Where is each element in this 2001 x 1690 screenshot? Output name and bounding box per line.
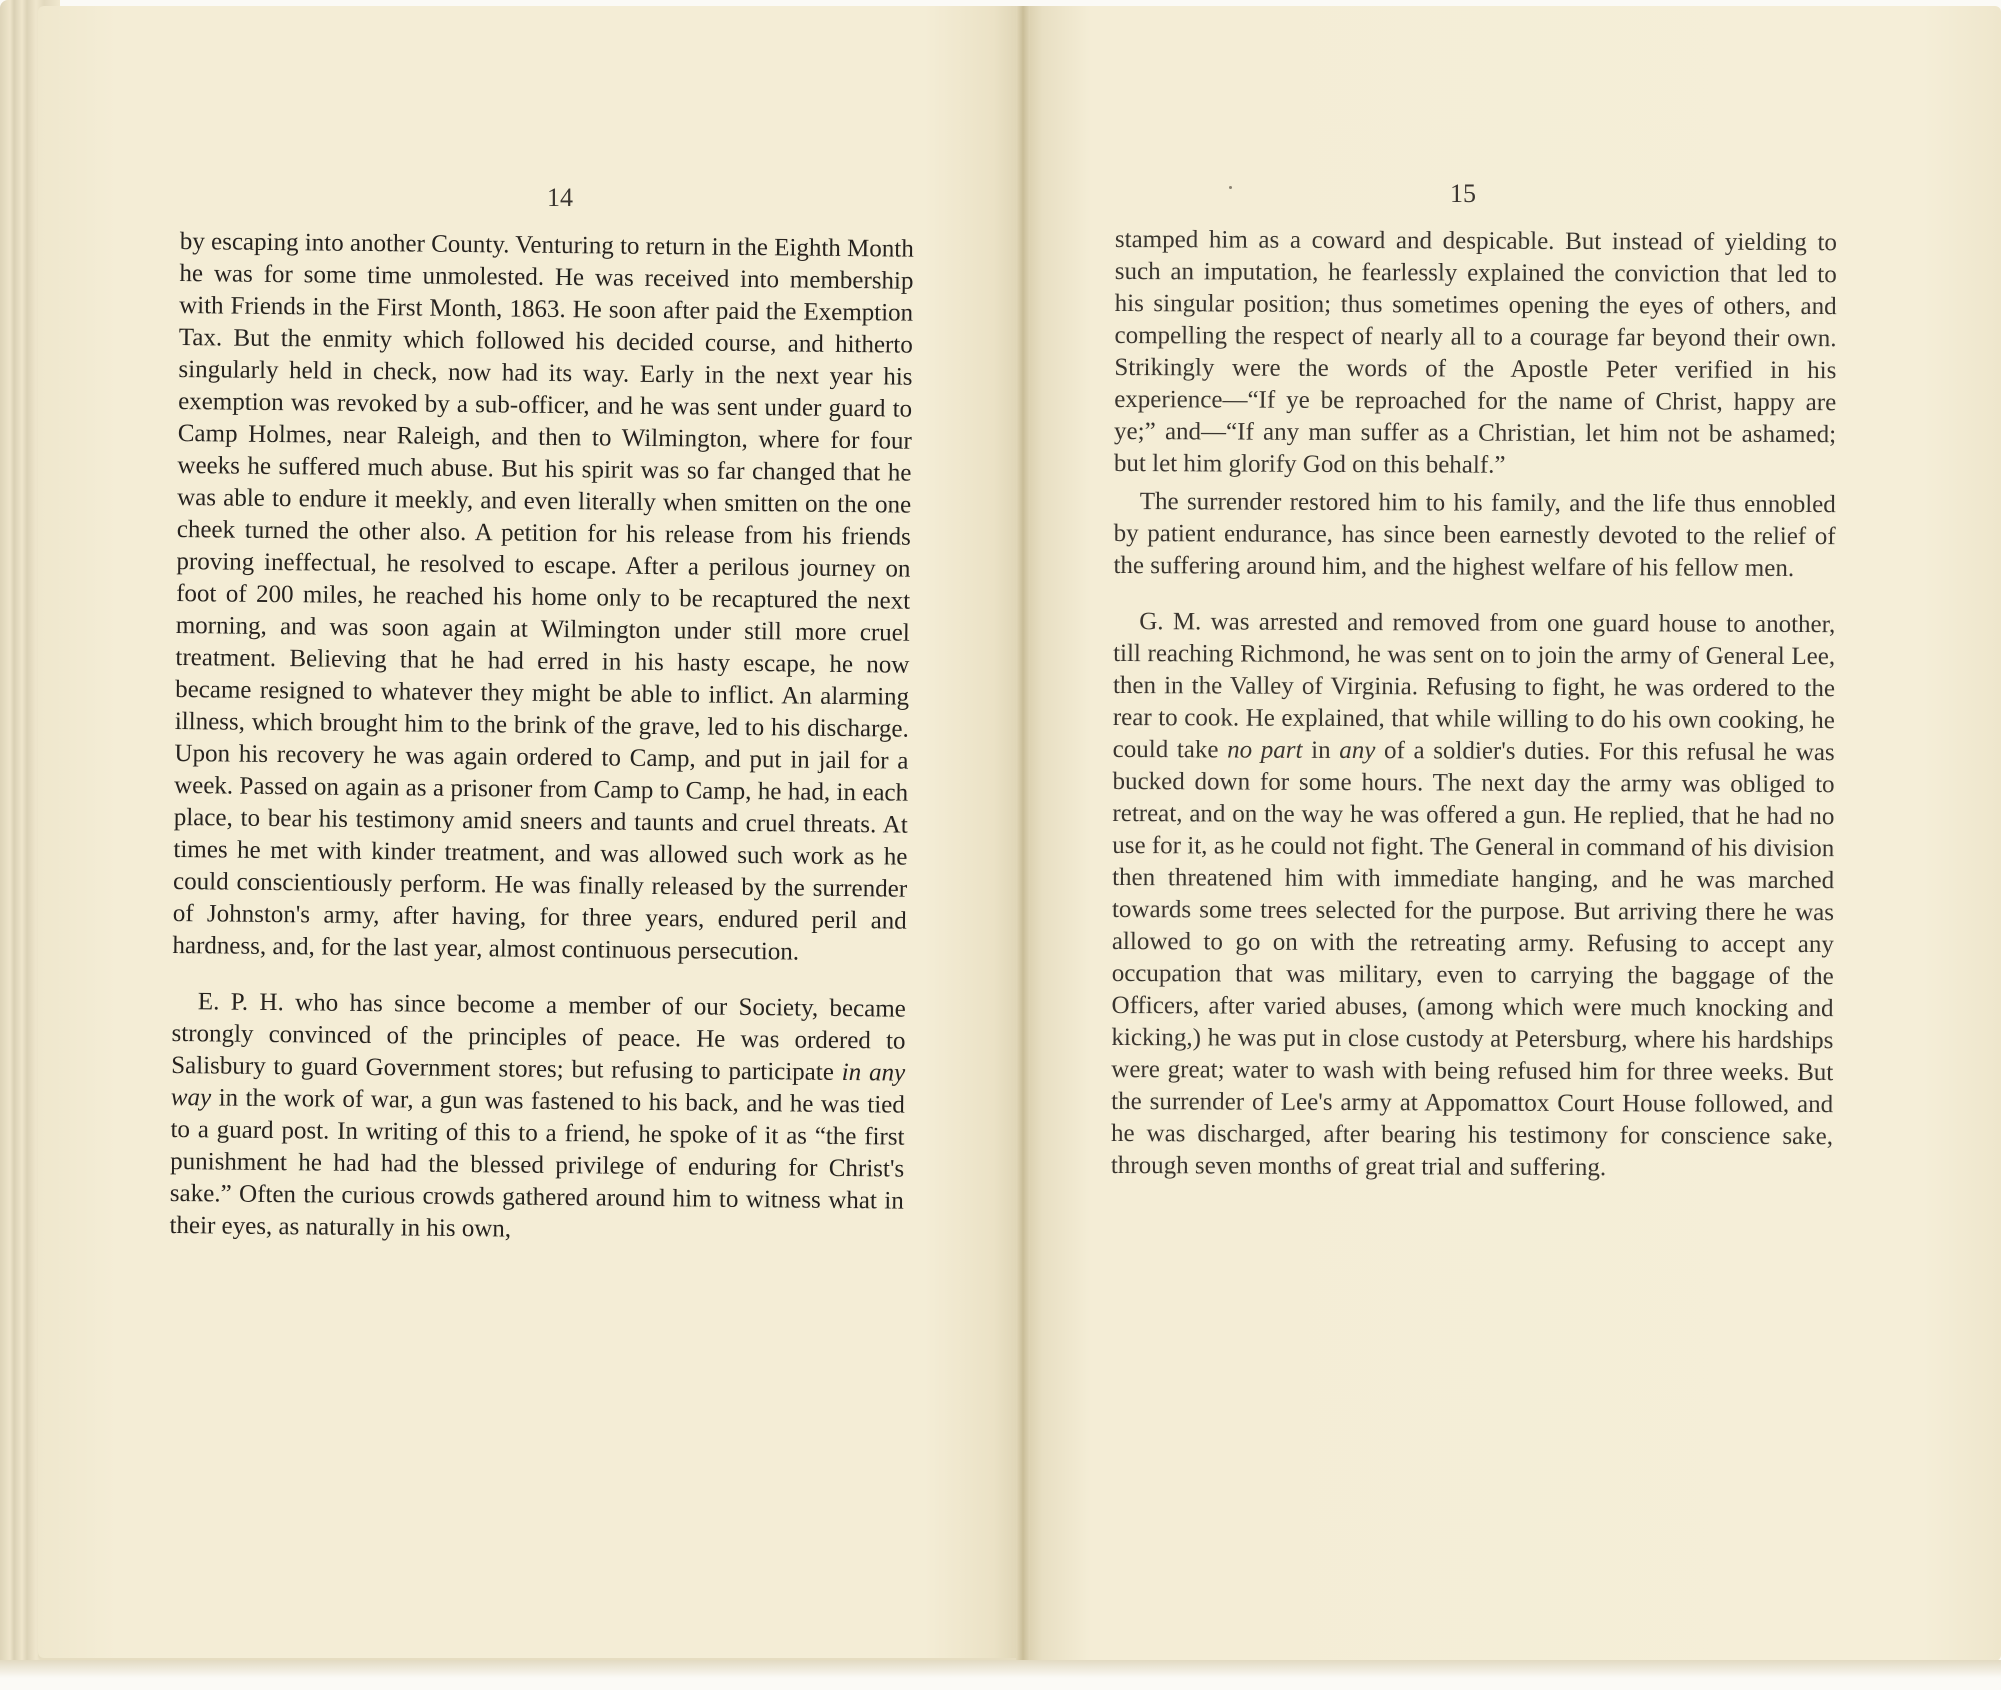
paragraph-stamped: stamped him as a coward and despicable. But instead of yielding to such an imputation, he fearlessly explained the conviction that led to his singular position; thus sometimes opening the eyes of others, and compelling the respect of nearly all to a courage far beyond their own. Strikingly were the words of the Apostle Peter verified in his experience—“If ye be reproached for the name of Christ, happy are ye;” and—“If any man suffer as a Christian, let him not be ashamed; but let him glorify God on this behalf.” <box>1113 225 1837 479</box>
paragraph-surrender: The surrender restored him to his family, and the life thus ennobled by patient endurance, has since been earnestly devoted to the relief of the suffering around him, and the highest welfare of his fellow men. <box>1113 488 1836 582</box>
italic-phrase: in any way <box>170 1058 906 1112</box>
paragraph-eph <box>169 986 906 1250</box>
paragraph-gm-part: G. M. was arrested and removed from one guard house to another, till reaching Richmond, he was sent on to join the army of General Lee, then in the Valley of Virginia. Refusing to fight, he was ordered to the rear to cook. He explained, that while willing to do his own cooking, he could take <box>1112 608 1836 764</box>
paragraph-gm-part: of a soldier's duties. For this refusal he was bucked down for some hours. The next day the army was obliged to retreat, and on the way he was offered a gun. He replied, that he had no use for it, as he could not fight. The General in command of his division then threatened him with immediate hanging, and he was marched towards some trees selected for the purpose. But arriving there he was allowed to go on with the retreating army. Refusing to accept any occupation that was military, even to carrying the baggage of the Officers, after varied abuses, (among which were much knocking and kicking,) he was put in close custody at Petersburg, where his hardships were great; water to wash with being refused him for three weeks. But the surrender of Lee's army at Appomattox Court House followed, and he was discharged, after bearing his testimony for conscience sake, through seven months of great trial and suffering. <box>1110 737 1835 1182</box>
italic-phrase: no part <box>1227 736 1303 764</box>
book-gutter <box>1016 6 1030 1661</box>
scan-shadow <box>0 1660 2001 1690</box>
left-page-text <box>169 226 914 1250</box>
left-page-number: 14 <box>547 183 573 212</box>
paragraph-eph-part: E. P. H. who has since become a member of our Society, became strongly convinced of the principles of peace. He was ordered to Salisbury to guard Government stores; but refusing to participate <box>171 988 906 1086</box>
right-page-number: 15 <box>1450 179 1476 208</box>
speck <box>1229 186 1232 189</box>
right-page-text <box>1111 224 1837 1185</box>
paragraph-gm <box>1111 606 1836 1185</box>
paragraph-eph-part: in the work of war, a gun was fastened to his back, and he was tied to a guard post. In writing of this to a friend, he spoke of it as “the first punishment he had had the blessed privilege of enduring for Christ's sake.” Often the curious crowds gathered around him to witness what in their eyes, as naturally in his own, <box>169 1084 905 1243</box>
paragraph-continuation: by escaping into another County. Venturing to return in the Eighth Month he was for some time unmolested. He was received into membership with Friends in the First Month, 1863. He soon after paid the Exemption Tax. But the enmity which followed his decided course, and hitherto singularly held in check, now had its way. Early in the next year his exemption was revoked by a sub-officer, and he was sent under guard to Camp Holmes, near Raleigh, and then to Wilmington, where for four weeks he suffered much abuse. But his spirit was so far changed that he was able to endure it meekly, and even literally when smitten on the one cheek turned the other also. A petition for his release from his friends proving ineffectual, he resolved to escape. After a perilous journey on foot of 200 miles, he reached his home only to be recaptured the next morning, and was soon again at Wilmington under still more cruel treatment. Believing that he had erred in his hasty escape, he now became resigned to whatever they might be able to inflict. An alarming illness, which brought him to the brink of the grave, led to his discharge. Upon his recovery he was again ordered to Camp, and put in jail for a week. Passed on again as a prisoner from Camp to Camp, he had, in each place, to bear his testimony amid sneers and taunts and cruel threats. At times he met with kinder treatment, and was allowed such work as he could conscientiously perform. He was finally released by the surrender of Johnston's army, after having, for three years, endured peril and hardness, and, for the last year, almost continuous persecution. <box>172 227 914 966</box>
paragraph-gm-part: in <box>1302 736 1340 764</box>
italic-phrase: any <box>1339 736 1376 765</box>
